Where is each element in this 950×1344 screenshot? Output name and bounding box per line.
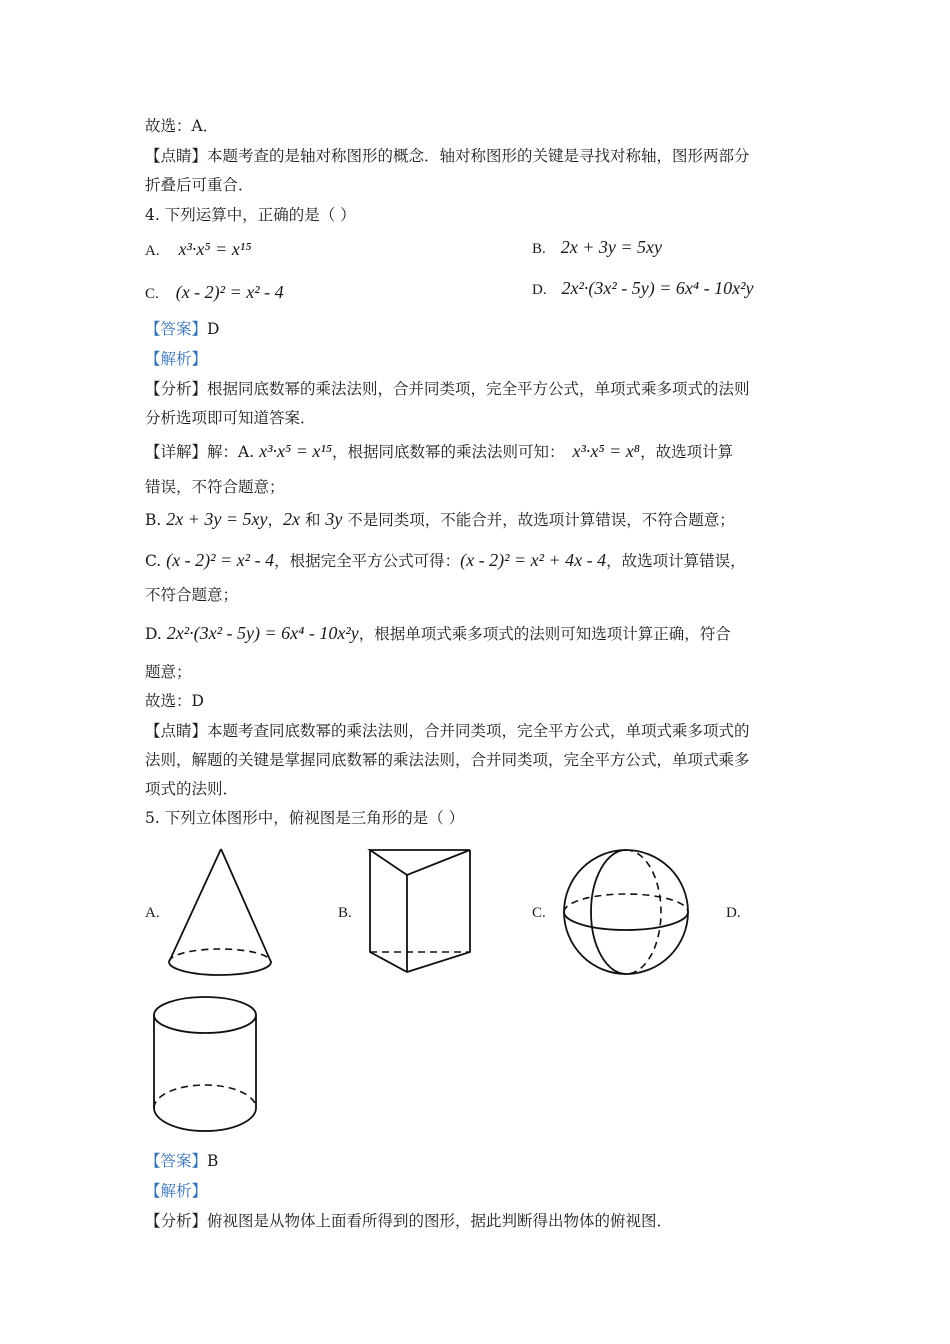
text-line: 故选：D bbox=[145, 692, 204, 710]
math-expr: (x - 2)² = x² + 4x - 4 bbox=[460, 550, 607, 570]
answer-value: D bbox=[207, 320, 220, 338]
math-expr: 2x bbox=[283, 509, 301, 529]
text-span: ， bbox=[267, 511, 284, 529]
text-span: 和 bbox=[300, 511, 326, 529]
option-label: A. bbox=[145, 243, 160, 259]
option-4C bbox=[145, 281, 284, 305]
option-label: C. bbox=[145, 286, 159, 302]
option-4D bbox=[532, 277, 754, 301]
text-line: 故选：A． bbox=[145, 117, 219, 135]
text-span: ，故选项计算错误， bbox=[606, 552, 746, 570]
math-expr: 2x²·(3x² - 5y) = 6x⁴ - 10x²y bbox=[561, 278, 754, 298]
answer-4 bbox=[145, 318, 219, 340]
cone-figure bbox=[165, 845, 277, 980]
text-line bbox=[145, 1210, 672, 1232]
answer-value: B bbox=[207, 1152, 219, 1170]
tag-answer: 【答案】 bbox=[145, 1152, 208, 1170]
text-span: ，故选项计算 bbox=[640, 443, 734, 461]
text-line: 法则，解题的关键是掌握同底数幂的乘法法则，合并同类项，完全平方公式，单项式乘多 bbox=[145, 751, 750, 769]
tag-fenxi: 【分析】 bbox=[145, 1212, 208, 1230]
text-line: 题意； bbox=[145, 663, 192, 681]
text-line: 项式的法则． bbox=[145, 780, 239, 798]
option-label: D. bbox=[532, 282, 547, 298]
text-span: B. bbox=[145, 511, 167, 529]
text-span: C. bbox=[145, 552, 167, 570]
math-expr: 3y bbox=[325, 509, 343, 529]
math-expr: x³·x⁵ = x¹⁵ bbox=[178, 239, 252, 259]
question-5: 5. 下列立体图形中，俯视图是三角形的是（ ） bbox=[145, 809, 465, 827]
text-span: ，根据完全平方公式可得： bbox=[274, 552, 461, 570]
text-span: 不是同类项，不能合并，故选项计算错误，不符合题意； bbox=[342, 511, 735, 529]
cylinder-figure bbox=[150, 993, 260, 1138]
tag-jiexi: 【解析】 bbox=[145, 350, 208, 368]
text-span: 本题考查同底数幂的乘法法则，合并同类项，完全平方公式，单项式乘多项式的 bbox=[207, 722, 750, 740]
text-line bbox=[145, 145, 750, 167]
math-expr: (x - 2)² = x² - 4 bbox=[166, 550, 275, 570]
answer-5 bbox=[145, 1150, 218, 1172]
math-expr: (x - 2)² = x² - 4 bbox=[175, 282, 284, 302]
option-4A bbox=[145, 238, 251, 262]
sphere-figure bbox=[560, 846, 692, 978]
tag-xiangjie: 【详解】 bbox=[145, 443, 208, 461]
text-span: D. bbox=[145, 625, 167, 643]
text-line: 分析选项即可知道答案． bbox=[145, 409, 316, 427]
triangular-prism-figure bbox=[365, 845, 475, 975]
math-expr: x³·x⁵ = x¹⁵ bbox=[259, 441, 333, 461]
detail-A bbox=[145, 440, 733, 463]
math-expr: 2x + 3y = 5xy bbox=[560, 237, 662, 257]
text-line: 不符合题意； bbox=[145, 586, 239, 604]
tag-fenxi: 【分析】 bbox=[145, 380, 208, 398]
option-5A-label: A. bbox=[145, 905, 160, 921]
text-span: 本题考查的是轴对称图形的概念．轴对称图形的关键是寻找对称轴，图形两部分 bbox=[207, 147, 750, 165]
tag-dianjing: 【点睛】 bbox=[145, 147, 208, 165]
option-label: B. bbox=[532, 241, 546, 257]
detail-B bbox=[145, 508, 735, 531]
math-expr: 2x²·(3x² - 5y) = 6x⁴ - 10x²y bbox=[166, 623, 359, 643]
text-line: 错误，不符合题意； bbox=[145, 478, 285, 496]
detail-C bbox=[145, 549, 746, 572]
text-line: 折叠后可重合． bbox=[145, 176, 254, 194]
text-line bbox=[145, 378, 750, 400]
text-span: 解：A. bbox=[207, 443, 260, 461]
question-4: 4. 下列运算中，正确的是（ ） bbox=[145, 206, 356, 224]
text-line bbox=[145, 720, 750, 742]
text-span: ，根据单项式乘多项式的法则可知选项计算正确，符合 bbox=[358, 625, 731, 643]
option-5B-label: B. bbox=[338, 905, 352, 921]
detail-D bbox=[145, 622, 731, 645]
math-expr: x³·x⁵ = x⁸ bbox=[572, 441, 641, 461]
math-expr: 2x + 3y = 5xy bbox=[166, 509, 268, 529]
text-span: 根据同底数幂的乘法法则，合并同类项，完全平方公式，单项式乘多项式的法则 bbox=[207, 380, 750, 398]
tag-dianjing: 【点睛】 bbox=[145, 722, 208, 740]
text-span: 俯视图是从物体上面看所得到的图形，据此判断得出物体的俯视图． bbox=[207, 1212, 673, 1230]
option-5D-label: D. bbox=[726, 905, 741, 921]
text-span: ，根据同底数幂的乘法法则可知： bbox=[332, 443, 565, 461]
tag-jiexi: 【解析】 bbox=[145, 1182, 208, 1200]
option-4B bbox=[532, 236, 662, 260]
tag-answer: 【答案】 bbox=[145, 320, 208, 338]
option-5C-label: C. bbox=[532, 905, 546, 921]
